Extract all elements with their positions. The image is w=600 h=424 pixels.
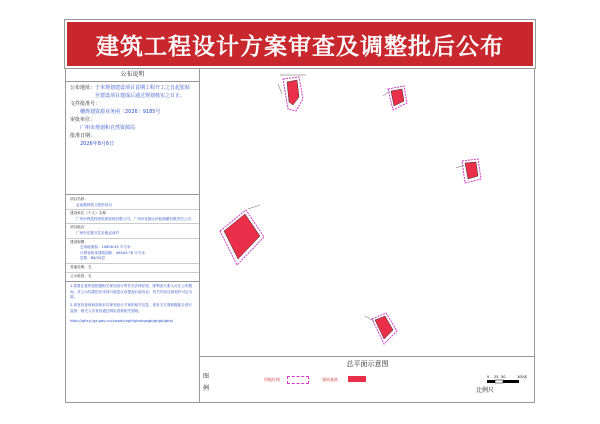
parcel-3 [456,159,481,183]
legend-caption: 总平面示意图 [346,360,389,368]
doc-label: 文件批准号： [70,101,101,107]
parcel-4 [220,205,264,265]
site-area: 总用地面积：10806.45 平方米 [80,245,131,250]
publication-info [66,82,199,150]
location-value: 广州市花都区炭步镇孟前村 [76,230,120,235]
applicant-label: 建设单位（个人）名称： [70,211,110,216]
site-plan-drawing [200,69,535,356]
legend-area [200,356,535,403]
legend-title [203,371,209,395]
location-label: 项目地点： [70,225,88,230]
page-title: 建筑工程设计方案审查及调整批后公布 [65,20,535,68]
legend-building-swatch [348,376,366,382]
floors: 层数：B6/20层 [80,256,105,261]
doc-number: 穗规划资源业务函〔2026〕9185号 [80,109,161,115]
other-note-2: 公示原因：无 [70,273,92,278]
authority-value: 广州市规划和自然资源局 [80,125,136,131]
parcel-1 [278,75,306,111]
website-link[interactable]: http://ghzyj.gz.gov.cn/ywpd/cxgh/ghxkgsgb/ghgb/gbh/ [70,318,174,324]
parcel-2 [383,86,407,110]
parcel-5 [365,313,397,344]
project-details [66,195,199,281]
scale-tick-0: 0 [487,375,490,379]
legend-title-char-2: 例 [203,385,210,392]
scale-tick-50: 50 [501,375,506,379]
applicant-value: 广州市利盈投资旅游管理有限公司，广州市花都区孙轮储蓄有限责任公司 [76,216,191,221]
authority-label: 审批单位： [70,117,96,123]
purpose-text: 于本规划建设项目首期工程开工之日起张贴至建设项目建成后通过规划核实之日止。 [95,85,191,99]
site-plan-map [200,69,535,356]
project-value: 孟前黎林铁文旅馆项目 [76,202,112,207]
scale-tick-100: 100米 [517,375,528,379]
other-note-1: 其他说明：无 [70,264,92,269]
legend-title-char-1: 图 [203,373,210,380]
project-label: 项目名称： [70,197,88,201]
note-2: 2.请有权查询和获取本次规划设计方案的相关信息，请有关方面积极配合进行监督；相关人员有权通过网站查看相关图纸。 [70,302,193,313]
note-1: 1.需要注意的是根据相关规划设计等有关法律法规，即利害关系人可在公布期间，对公示结果依法申请行政复议或提起行政诉讼，有关内容以规划许可证为准。 [70,284,193,300]
scale-label: 比例尺 [476,387,495,394]
scale-label: 建设规模： [70,239,88,244]
date-value: 2026年8月6日 [80,141,115,147]
date-label: 批准日期： [70,133,96,139]
panel-header: 公布说明 [66,69,199,82]
scale-tick-25: 25 [494,375,499,379]
purpose-label: 公布地址： [70,85,96,91]
legend-boundary-label: 用地红线 [264,377,280,382]
info-panel [66,69,200,403]
build-area: 计算容积率建筑面积：46543.78 平方米 [80,250,146,255]
legend-boundary-swatch [287,376,309,384]
notes [66,282,199,316]
legend-building-label: 建筑基底 [322,377,338,382]
